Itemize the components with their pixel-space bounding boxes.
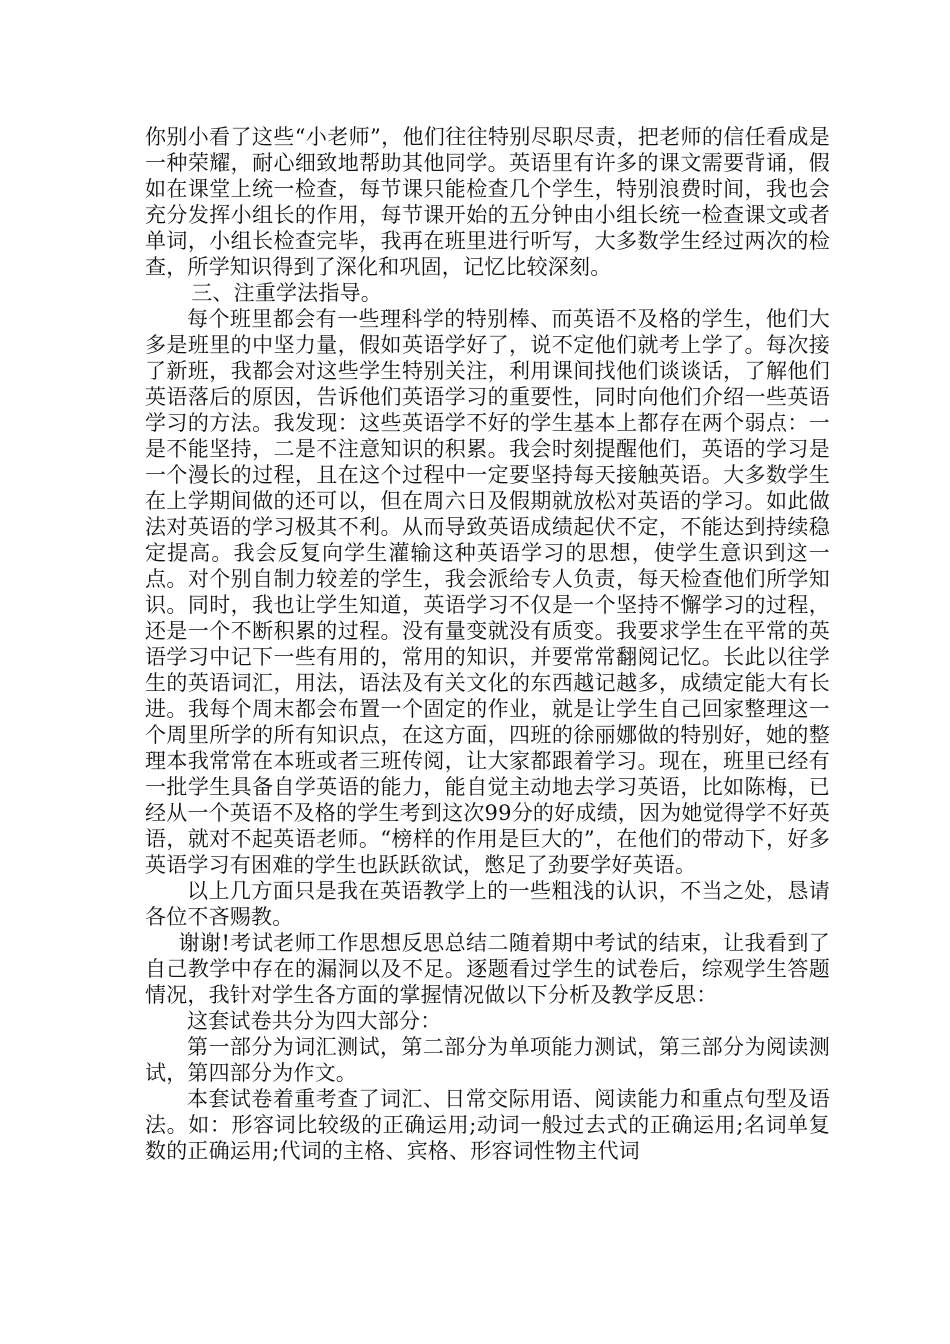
paragraph-exam-parts-intro: 这套试卷共分为四大部分：	[187, 1009, 442, 1033]
paragraph-study-methods: 每个班里都会有一些理科学的特别棒、而英语不及格的学生，他们大多是班里的中坚力量，假如英语学好了，说不定他们就考上学了。每次接了新班，我都会对这些学生特别关注，利用课间找他们谈谈话，了解他们英语落后的原因，告诉他们英语学习的重要性，同时向他们介绍一些英语学习的方法。我发现：这些英语学不好的学生基本上都存在两个弱点：一是不能坚持，二是不注意知识的积累。我会时刻提醒他们，英语的学习是一个漫长的过程，且在这个过程中一定要坚持每天接触英语。大多数学生在上学期间做的还可以，但在周六日及假期就放松对英语的学习。如此做法对英语的学习极其不利。从而导致英语成绩起伏不定，不能达到持续稳定提高。我会反复向学生灌输这种英语学习的思想，使学生意识到这一点。对个别自制力较差的学生，我会派给专人负责，每天检查他们所学知识。同时，我也让学生知道，英语学习不仅是一个坚持不懈学习的过程，还是一个不断积累的过程。没有量变就没有质变。我要求学生在平常的英语学习中记下一些有用的，常用的知识，并要常常翻阅记忆。长此以往学生的英语词汇，用法，语法及有关文化的东西越记越多，成绩定能大有长进。我每个周末都会布置一个固定的作业，就是让学生自己回家整理这一个周里所学的所有知识点，在这方面，四班的徐丽娜做的特别好，她的整理本我常常在本班或者三班传阅，让大家都跟着学习。现在，班里已经有一批学生具备自学英语的能力，能自觉主动地去学习英语，比如陈梅，已经从一个英语不及格的学生考到这次99分的好成绩，因为她觉得学不好英语，就对不起英语老师。“榜样的作用是巨大的”，在他们的带动下，好多英语学习有困难的学生也跃跃欲试，憋足了劲要学好英语。	[145, 307, 830, 877]
section-heading-study-methods: 三、注重学法指导。	[191, 281, 382, 305]
document-body	[145, 124, 830, 1164]
paragraph-exam-reflection: 谢谢!考试老师工作思想反思总结二随着期中考试的结束，让我看到了自己教学中存在的漏洞以及不足。逐题看过学生的试卷后，综观学生答题情况，我针对学生各方面的掌握情况做以下分析及教学反思：	[145, 931, 830, 1007]
paragraph-exam-focus: 本套试卷着重考查了词汇、日常交际用语、阅读能力和重点句型及语法。如：形容词比较级的正确运用;动词一般过去式的正确运用;名词单复数的正确运用;代词的主格、宾格、形容词性物主代词	[145, 1087, 830, 1163]
paragraph-small-teachers: 你别小看了这些“小老师”，他们往往特别尽职尽责，把老师的信任看成是一种荣耀，耐心细致地帮助其他同学。英语里有许多的课文需要背诵，假如在课堂上统一检查，每节课只能检查几个学生，特别浪费时间，我也会充分发挥小组长的作用，每节课开始的五分钟由小组长统一检查课文或者单词，小组长检查完毕，我再在班里进行听写，大多数学生经过两次的检查，所学知识得到了深化和巩固，记忆比较深刻。	[145, 125, 830, 279]
paragraph-closing-remarks: 以上几方面只是我在英语教学上的一些粗浅的认识，不当之处，恳请各位不吝赐教。	[145, 879, 830, 929]
paragraph-exam-parts-list: 第一部分为词汇测试，第二部分为单项能力测试，第三部分为阅读测试，第四部分为作文。	[145, 1035, 830, 1085]
